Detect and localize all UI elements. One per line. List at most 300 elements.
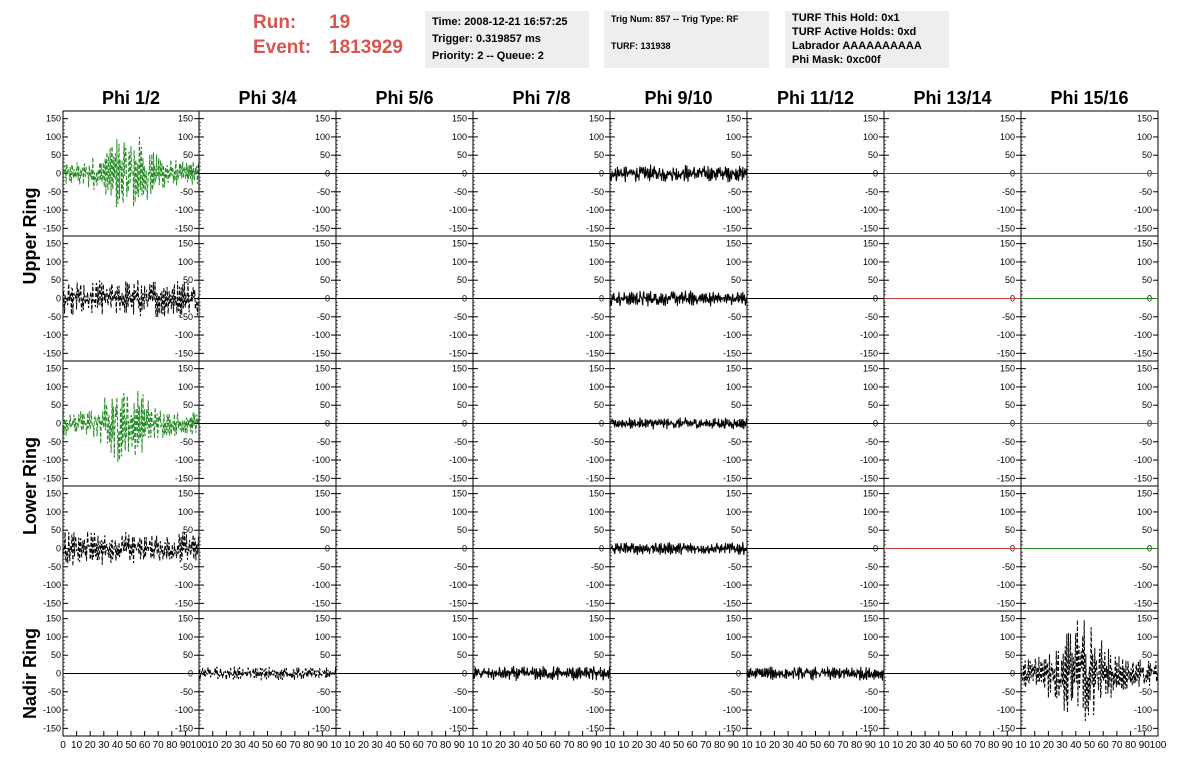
- x-tick-label: 70: [563, 740, 575, 751]
- y-tick-label: -150: [996, 723, 1015, 734]
- y-tick-label: -50: [1001, 561, 1015, 572]
- y-tick-label: 150: [588, 113, 604, 124]
- y-tick-label: 150: [177, 363, 193, 374]
- y-tick-label: 0: [1009, 168, 1015, 179]
- y-tick-label: -150: [996, 598, 1015, 609]
- y-tick-label: 150: [451, 363, 467, 374]
- y-tick-label: 0: [324, 543, 330, 554]
- y-tick-label: 50: [593, 400, 604, 411]
- y-tick-label: 0: [187, 543, 193, 554]
- y-tick-label: -50: [864, 561, 878, 572]
- y-tick-label: 0: [1146, 418, 1152, 429]
- y-tick-label: 150: [451, 238, 467, 249]
- y-tick-label: -150: [311, 723, 330, 734]
- x-tick-label: 40: [522, 740, 534, 751]
- x-tick-label: 80: [988, 740, 1000, 751]
- x-tick-label: 50: [261, 740, 274, 751]
- x-tick-label: 40: [796, 740, 808, 751]
- priority-line: Priority: 2 -- Queue: 2: [432, 50, 544, 62]
- trig-num-line: Trig Num: 857 -- Trig Type: RF: [611, 14, 739, 24]
- y-tick-label: -150: [448, 598, 467, 609]
- y-tick-label: -50: [727, 311, 741, 322]
- y-tick-label: 150: [1136, 488, 1152, 499]
- x-tick-label: 70: [1111, 740, 1123, 751]
- y-tick-label: 50: [319, 650, 330, 661]
- y-tick-label: 150: [177, 613, 193, 624]
- x-tick-label: 70: [426, 740, 438, 751]
- y-tick-label: -150: [311, 223, 330, 234]
- y-tick-label: 50: [867, 400, 878, 411]
- y-tick-label: -50: [179, 561, 193, 572]
- y-tick-label: -100: [722, 580, 741, 591]
- y-tick-label: -50: [590, 686, 604, 697]
- x-tick-label: 40: [385, 740, 397, 751]
- x-tick-label: 70: [289, 740, 301, 751]
- y-tick-label: -100: [996, 455, 1015, 466]
- column-header: Phi 3/4: [238, 88, 297, 108]
- y-tick-label: 0: [187, 293, 193, 304]
- x-tick-label: 50: [672, 740, 685, 751]
- y-tick-label: -50: [1138, 436, 1152, 447]
- x-tick-label: 30: [782, 740, 794, 751]
- y-tick-label: 100: [177, 506, 193, 517]
- y-tick-label: -100: [1133, 205, 1152, 216]
- column-header: Phi 1/2: [101, 88, 161, 108]
- y-tick-label: 150: [1136, 113, 1152, 124]
- y-tick-label: 100: [1136, 256, 1152, 267]
- x-tick-label: 60: [139, 740, 151, 751]
- y-tick-label: -150: [42, 473, 61, 484]
- x-tick-label: 40: [659, 740, 671, 751]
- y-tick-label: 0: [872, 668, 878, 679]
- y-tick-label: 50: [319, 150, 330, 161]
- y-tick-label: -50: [1138, 561, 1152, 572]
- x-tick-label: 20: [768, 740, 780, 751]
- y-tick-label: 50: [456, 400, 467, 411]
- x-tick-label: 80: [577, 740, 589, 751]
- y-tick-label: 100: [451, 131, 467, 142]
- y-tick-label: 100: [177, 381, 193, 392]
- y-tick-label: 100: [314, 131, 330, 142]
- waveform-trace: [747, 667, 884, 681]
- y-tick-label: 150: [862, 113, 878, 124]
- y-tick-label: 0: [55, 418, 61, 429]
- y-tick-label: -100: [585, 205, 604, 216]
- x-tick-label: 0: [60, 740, 66, 751]
- x-tick-label: 60: [823, 740, 835, 751]
- y-tick-label: 150: [862, 363, 878, 374]
- y-tick-label: 50: [50, 400, 61, 411]
- y-tick-label: 150: [999, 113, 1015, 124]
- trigger-line: Trigger: 0.319857 ms: [432, 33, 541, 45]
- ring-label: Lower Ring: [20, 437, 40, 535]
- y-tick-label: 100: [725, 631, 741, 642]
- y-tick-label: 150: [588, 488, 604, 499]
- y-tick-label: -50: [47, 561, 61, 572]
- y-tick-label: -150: [996, 473, 1015, 484]
- y-tick-label: 50: [319, 275, 330, 286]
- y-tick-label: 0: [735, 418, 741, 429]
- y-tick-label: -150: [311, 598, 330, 609]
- y-tick-label: 50: [1141, 275, 1152, 286]
- y-tick-label: 100: [45, 381, 61, 392]
- event-label: Event:: [253, 37, 312, 58]
- y-tick-label: 100: [45, 256, 61, 267]
- y-tick-label: 0: [598, 543, 604, 554]
- y-tick-label: 0: [187, 668, 193, 679]
- y-tick-label: -150: [996, 348, 1015, 359]
- y-tick-label: -50: [47, 186, 61, 197]
- waveform-trace: [63, 280, 199, 318]
- x-tick-label: 90: [864, 740, 876, 751]
- y-tick-label: -150: [722, 473, 741, 484]
- y-tick-label: -50: [727, 186, 741, 197]
- y-tick-label: -50: [453, 686, 467, 697]
- y-tick-label: 50: [456, 275, 467, 286]
- y-tick-label: -150: [42, 723, 61, 734]
- y-tick-label: -50: [316, 561, 330, 572]
- y-tick-label: 100: [588, 256, 604, 267]
- x-tick-label: 50: [125, 740, 137, 751]
- y-tick-label: 100: [999, 506, 1015, 517]
- y-tick-label: -50: [316, 186, 330, 197]
- y-tick-label: 150: [999, 613, 1015, 624]
- x-tick-label: 70: [974, 740, 986, 751]
- y-tick-label: 50: [182, 150, 193, 161]
- waveform-trace: [63, 532, 199, 567]
- y-tick-label: 0: [461, 668, 467, 679]
- y-tick-label: -150: [174, 348, 193, 359]
- y-tick-label: 0: [1146, 668, 1152, 679]
- y-tick-label: 50: [456, 650, 467, 661]
- y-tick-label: 50: [1141, 400, 1152, 411]
- x-tick-label: 10: [618, 740, 630, 751]
- y-tick-label: -50: [590, 311, 604, 322]
- event-value: 1813929: [329, 37, 403, 58]
- x-tick-label: 100: [1149, 740, 1167, 751]
- y-tick-label: -150: [42, 348, 61, 359]
- y-tick-label: 50: [50, 150, 61, 161]
- y-tick-label: 100: [451, 381, 467, 392]
- panel-frame: [199, 611, 336, 736]
- y-tick-label: 150: [1136, 613, 1152, 624]
- y-tick-label: 150: [725, 238, 741, 249]
- y-tick-label: 0: [324, 293, 330, 304]
- y-tick-label: -150: [311, 473, 330, 484]
- y-tick-label: -150: [722, 223, 741, 234]
- waveform-trace: [610, 291, 747, 307]
- y-tick-label: 0: [324, 668, 330, 679]
- y-tick-label: 100: [999, 131, 1015, 142]
- y-tick-label: -150: [859, 598, 878, 609]
- y-tick-label: -50: [864, 311, 878, 322]
- y-tick-label: -150: [1133, 348, 1152, 359]
- y-tick-label: -100: [585, 705, 604, 716]
- x-tick-label: 60: [549, 740, 561, 751]
- turf-hold-line: TURF This Hold: 0x1: [792, 12, 900, 24]
- phi-mask-line: Phi Mask: 0xc00f: [792, 54, 881, 66]
- y-tick-label: 100: [862, 631, 878, 642]
- y-tick-label: 100: [862, 381, 878, 392]
- y-tick-label: 100: [177, 256, 193, 267]
- x-tick-label: 70: [837, 740, 849, 751]
- y-tick-label: -150: [42, 598, 61, 609]
- y-tick-label: -150: [859, 473, 878, 484]
- y-tick-label: -150: [722, 723, 741, 734]
- y-tick-label: -150: [1133, 723, 1152, 734]
- x-tick-label: 80: [1125, 740, 1137, 751]
- x-tick-label: 90: [453, 740, 465, 751]
- y-tick-label: 150: [177, 113, 193, 124]
- x-tick-label: 10: [207, 740, 219, 751]
- y-tick-label: 150: [862, 613, 878, 624]
- y-tick-label: 100: [588, 131, 604, 142]
- column-header: Phi 7/8: [512, 88, 571, 108]
- x-tick-label: 20: [905, 740, 917, 751]
- y-tick-label: -100: [448, 705, 467, 716]
- y-tick-label: -100: [722, 205, 741, 216]
- y-tick-label: -50: [47, 311, 61, 322]
- y-tick-label: -50: [179, 436, 193, 447]
- y-tick-label: -100: [859, 705, 878, 716]
- y-tick-label: 150: [725, 113, 741, 124]
- y-tick-label: -50: [453, 561, 467, 572]
- y-tick-label: -100: [448, 455, 467, 466]
- y-tick-label: 0: [598, 418, 604, 429]
- y-tick-label: 50: [593, 525, 604, 536]
- y-tick-label: 150: [1136, 238, 1152, 249]
- y-tick-label: -100: [996, 205, 1015, 216]
- waveform-trace: [610, 417, 747, 429]
- y-tick-label: 0: [1146, 168, 1152, 179]
- y-tick-label: 50: [182, 275, 193, 286]
- x-tick-label: 80: [303, 740, 315, 751]
- y-tick-label: 150: [45, 113, 61, 124]
- x-tick-label: 40: [933, 740, 945, 751]
- y-tick-label: 100: [999, 381, 1015, 392]
- y-tick-label: 0: [461, 168, 467, 179]
- y-tick-label: 50: [730, 150, 741, 161]
- x-tick-label: 20: [84, 740, 96, 751]
- y-tick-label: 150: [999, 238, 1015, 249]
- y-tick-label: 150: [45, 613, 61, 624]
- y-tick-label: -100: [585, 455, 604, 466]
- y-tick-label: -100: [311, 705, 330, 716]
- x-tick-label: 80: [440, 740, 452, 751]
- y-tick-label: -100: [859, 455, 878, 466]
- y-tick-label: -50: [1138, 686, 1152, 697]
- x-tick-label: 10: [344, 740, 356, 751]
- y-tick-label: -150: [859, 348, 878, 359]
- x-tick-label: 60: [686, 740, 698, 751]
- x-tick-label: 30: [508, 740, 520, 751]
- y-tick-label: -100: [996, 580, 1015, 591]
- y-tick-label: -150: [448, 473, 467, 484]
- waveform-trace: [473, 666, 610, 681]
- y-tick-label: 100: [725, 506, 741, 517]
- y-tick-label: 100: [725, 256, 741, 267]
- y-tick-label: 150: [999, 363, 1015, 374]
- y-tick-label: 150: [45, 363, 61, 374]
- y-tick-label: 100: [1136, 506, 1152, 517]
- y-tick-label: -150: [585, 473, 604, 484]
- y-tick-label: -50: [1001, 311, 1015, 322]
- x-tick-label: 10: [755, 740, 767, 751]
- y-tick-label: 100: [1136, 381, 1152, 392]
- y-tick-label: 150: [314, 488, 330, 499]
- y-tick-label: 100: [588, 381, 604, 392]
- x-tick-label: 20: [494, 740, 506, 751]
- y-tick-label: -50: [1001, 686, 1015, 697]
- y-tick-label: -150: [174, 723, 193, 734]
- y-tick-label: 150: [588, 363, 604, 374]
- y-tick-label: -50: [453, 311, 467, 322]
- y-tick-label: -150: [1133, 598, 1152, 609]
- y-tick-label: -150: [448, 348, 467, 359]
- y-tick-label: 50: [730, 400, 741, 411]
- y-tick-label: 50: [730, 650, 741, 661]
- x-tick-label: 30: [1056, 740, 1068, 751]
- y-tick-label: 50: [593, 275, 604, 286]
- y-tick-label: 50: [50, 650, 61, 661]
- y-tick-label: 100: [725, 381, 741, 392]
- y-tick-label: -50: [727, 561, 741, 572]
- y-tick-label: -50: [316, 311, 330, 322]
- y-tick-label: -150: [859, 223, 878, 234]
- y-tick-label: 100: [999, 256, 1015, 267]
- y-tick-label: 100: [588, 631, 604, 642]
- run-label: Run:: [253, 12, 297, 33]
- y-tick-label: 150: [177, 238, 193, 249]
- waveform-trace: [610, 165, 747, 183]
- y-tick-label: -50: [864, 686, 878, 697]
- y-tick-label: -150: [859, 723, 878, 734]
- y-tick-label: -100: [448, 205, 467, 216]
- y-tick-label: -100: [859, 205, 878, 216]
- x-tick-label: 10: [1029, 740, 1041, 751]
- y-tick-label: 0: [1009, 668, 1015, 679]
- column-header: Phi 13/14: [913, 88, 992, 108]
- y-tick-label: 50: [730, 525, 741, 536]
- y-tick-label: -100: [42, 580, 61, 591]
- y-tick-label: 0: [461, 543, 467, 554]
- y-tick-label: -100: [1133, 330, 1152, 341]
- y-tick-label: -100: [42, 205, 61, 216]
- waveform-trace: [63, 137, 199, 207]
- y-tick-label: 150: [314, 113, 330, 124]
- x-tick-label: 50: [1083, 740, 1096, 751]
- y-tick-label: -50: [590, 186, 604, 197]
- y-tick-label: -100: [585, 330, 604, 341]
- y-tick-label: -50: [864, 186, 878, 197]
- time-line: Time: 2008-12-21 16:57:25: [432, 16, 568, 28]
- y-tick-label: 50: [1141, 650, 1152, 661]
- x-tick-label: 40: [1070, 740, 1082, 751]
- y-tick-label: 50: [319, 400, 330, 411]
- y-tick-label: -150: [311, 348, 330, 359]
- y-tick-label: 150: [588, 238, 604, 249]
- y-tick-label: -50: [727, 436, 741, 447]
- x-tick-label: 30: [98, 740, 110, 751]
- y-tick-label: 100: [862, 131, 878, 142]
- y-tick-label: 0: [735, 168, 741, 179]
- y-tick-label: -100: [448, 330, 467, 341]
- turf-line: TURF: 131938: [611, 41, 671, 51]
- y-tick-label: 100: [862, 256, 878, 267]
- x-tick-label: 90: [1001, 740, 1013, 751]
- y-tick-label: -150: [174, 223, 193, 234]
- y-tick-label: 0: [872, 418, 878, 429]
- y-tick-label: -100: [585, 580, 604, 591]
- y-tick-label: 150: [45, 488, 61, 499]
- y-tick-label: -100: [311, 580, 330, 591]
- waveform-trace: [610, 542, 747, 555]
- y-tick-label: -150: [1133, 223, 1152, 234]
- y-tick-label: 150: [725, 488, 741, 499]
- y-tick-label: -150: [448, 723, 467, 734]
- y-tick-label: 150: [862, 238, 878, 249]
- y-tick-label: -50: [453, 186, 467, 197]
- labrador-line: Labrador AAAAAAAAAA: [792, 40, 922, 52]
- y-tick-label: -100: [448, 580, 467, 591]
- ring-label: Upper Ring: [20, 187, 40, 285]
- y-tick-label: -100: [1133, 705, 1152, 716]
- y-tick-label: 0: [461, 418, 467, 429]
- x-tick-label: 30: [234, 740, 246, 751]
- y-tick-label: -100: [1133, 455, 1152, 466]
- x-tick-label: 90: [727, 740, 739, 751]
- waveform-trace: [199, 667, 336, 681]
- x-tick-label: 30: [645, 740, 657, 751]
- x-tick-label: 10: [741, 740, 753, 751]
- y-tick-label: 0: [187, 418, 193, 429]
- x-tick-label: 20: [357, 740, 369, 751]
- y-tick-label: -50: [179, 686, 193, 697]
- y-tick-label: 50: [867, 650, 878, 661]
- y-tick-label: -100: [311, 455, 330, 466]
- y-tick-label: 50: [456, 150, 467, 161]
- y-tick-label: 100: [588, 506, 604, 517]
- y-tick-label: 50: [867, 525, 878, 536]
- y-tick-label: 0: [735, 668, 741, 679]
- y-tick-label: -50: [727, 686, 741, 697]
- y-tick-label: 50: [593, 150, 604, 161]
- y-tick-label: -150: [722, 598, 741, 609]
- y-tick-label: 150: [451, 613, 467, 624]
- y-tick-label: -100: [1133, 580, 1152, 591]
- y-tick-label: 0: [872, 168, 878, 179]
- y-tick-label: 100: [177, 131, 193, 142]
- y-tick-label: 50: [182, 400, 193, 411]
- y-tick-label: -100: [174, 580, 193, 591]
- y-tick-label: 50: [1141, 150, 1152, 161]
- x-tick-label: 50: [398, 740, 411, 751]
- y-tick-label: 100: [45, 631, 61, 642]
- y-tick-label: 50: [1004, 525, 1015, 536]
- x-tick-label: 60: [1097, 740, 1109, 751]
- y-tick-label: 150: [177, 488, 193, 499]
- y-tick-label: -150: [42, 223, 61, 234]
- y-tick-label: -50: [864, 436, 878, 447]
- y-tick-label: 100: [45, 506, 61, 517]
- x-tick-label: 10: [330, 740, 342, 751]
- y-tick-label: 0: [55, 168, 61, 179]
- y-tick-label: -100: [42, 705, 61, 716]
- y-tick-label: 150: [451, 488, 467, 499]
- x-tick-label: 80: [166, 740, 178, 751]
- y-tick-label: -50: [590, 561, 604, 572]
- y-tick-label: 0: [55, 293, 61, 304]
